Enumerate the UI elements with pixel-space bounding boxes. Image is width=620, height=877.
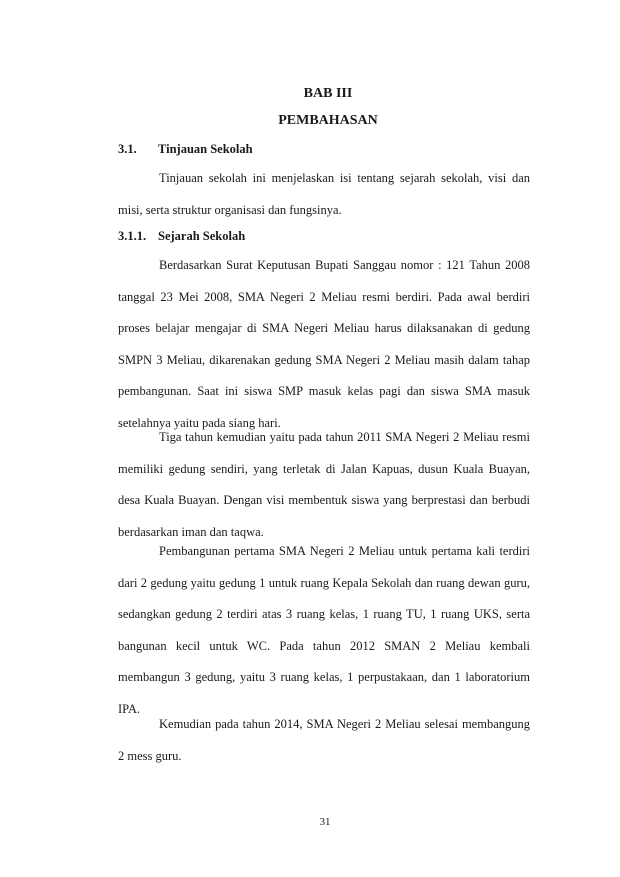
section-title: Sejarah Sekolah [158,229,246,243]
chapter-label: BAB III [303,86,353,101]
section-heading-3-1-1 [118,229,246,244]
body-paragraph: Berdasarkan Surat Keputusan Bupati Sanggau nomor : 121 Tahun 2008 tanggal 23 Mei 2008, SMA Negeri 2 Meliau resmi berdiri. Pada awal berdiri proses belajar mengajar di SMA Negeri Meliau harus dilaksanakan di gedung SMPN 3 Meliau, dikarenakan gedung SMA Negeri 2 Meliau masih dalam tahap pembangunan. Saat ini siswa SMP masuk kelas pagi dan siswa SMA masuk setelahnya yaitu pada siang hari. [118,258,530,430]
chapter-title: PEMBAHASAN [278,113,378,128]
body-paragraph: Tiga tahun kemudian yaitu pada tahun 2011 SMA Negeri 2 Meliau resmi memiliki gedung sendiri, yang terletak di Jalan Kapuas, dusun Kuala Buayan, desa Kuala Buayan. Dengan visi membentuk siswa yang berprestasi dan berbudi berdasarkan iman dan taqwa. [118,430,530,539]
page-number: 31 [319,816,331,828]
section-title: Tinjauan Sekolah [158,142,253,156]
section-intro-paragraph: Tinjauan sekolah ini menjelaskan isi tentang sejarah sekolah, visi dan misi, serta struktur organisasi dan fungsinya. [118,171,530,217]
section-number: 3.1. [118,142,137,156]
section-number: 3.1.1. [118,229,147,243]
body-paragraph: Pembangunan pertama SMA Negeri 2 Meliau untuk pertama kali terdiri dari 2 gedung yaitu gedung 1 untuk ruang Kepala Sekolah dan ruang dewan guru, sedangkan gedung 2 terdiri atas 3 ruang kelas, 1 ruang TU, 1 ruang UKS, serta bangunan kecil untuk WC. Pada tahun 2012 SMAN 2 Meliau kembali membangun 3 gedung, yaitu 3 ruang kelas, 1 perpustakaan, dan 1 laboratorium IPA. [118,544,530,716]
section-heading-3-1 [118,142,253,157]
body-paragraph: Kemudian pada tahun 2014, SMA Negeri 2 Meliau selesai membangung 2 mess guru. [118,717,530,763]
